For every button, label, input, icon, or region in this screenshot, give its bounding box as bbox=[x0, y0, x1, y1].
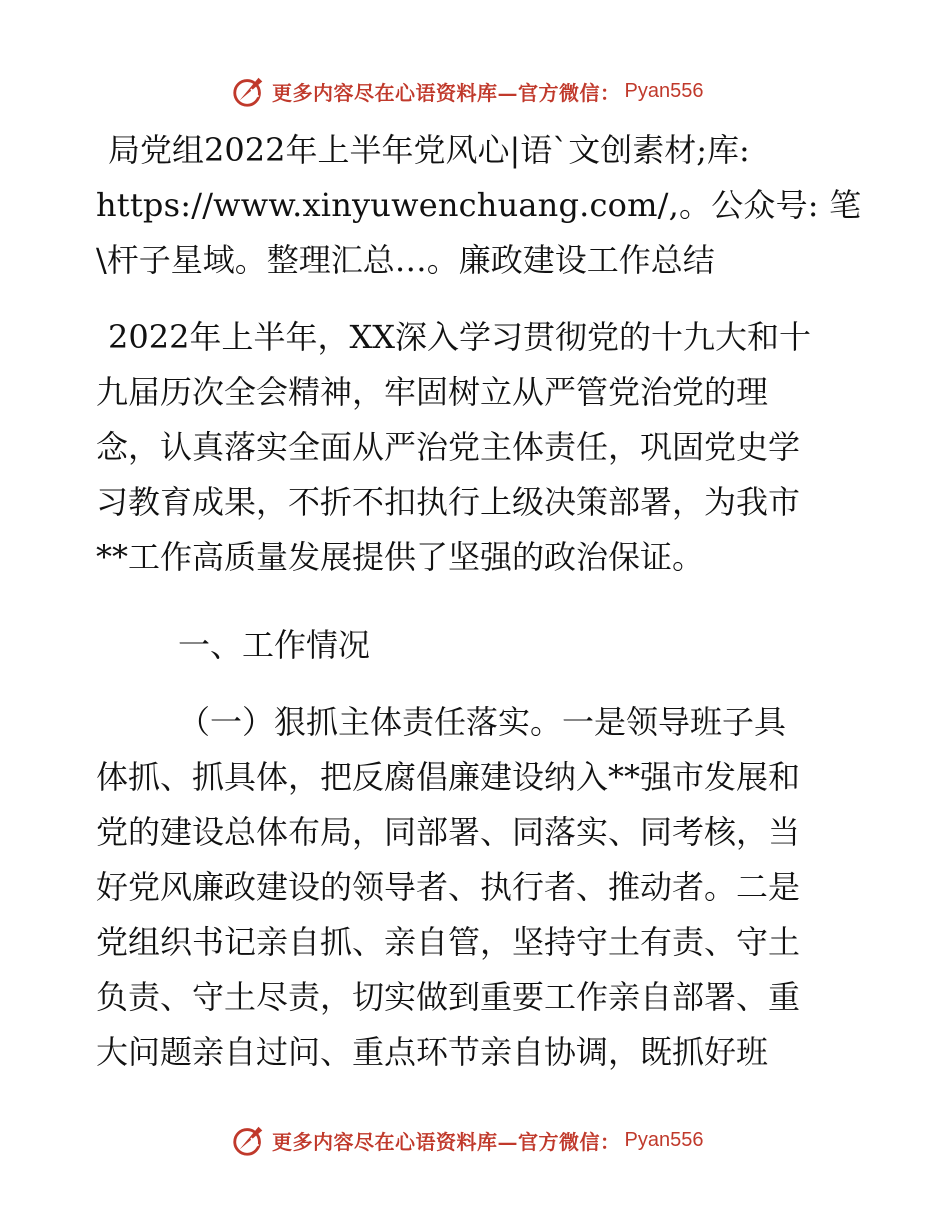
header-banner bbox=[230, 71, 703, 111]
title-line: \杆子星域。整理汇总…。廉政建设工作总结 bbox=[96, 241, 715, 279]
banner-wechat-id: Pyan556 bbox=[624, 79, 704, 102]
section-heading: 一、工作情况 bbox=[178, 626, 371, 664]
paragraph-line: 大问题亲自过问、重点环节亲自协调，既抓好班 bbox=[96, 1033, 769, 1071]
paragraph-line: **工作高质量发展提供了坚强的政治保证。 bbox=[96, 538, 705, 576]
paragraph-line: 好党风廉政建设的领导者、执行者、推动者。二是 bbox=[96, 868, 801, 906]
paragraph-line: 2022年上半年，XX深入学习贯彻党的十九大和十 bbox=[108, 318, 812, 356]
quill-logo-icon bbox=[230, 72, 268, 110]
quill-logo-icon bbox=[230, 1121, 268, 1159]
paragraph-line: 党的建设总体布局，同部署、同落实、同考核，当 bbox=[96, 813, 801, 851]
title-line: https://www.xinyuwenchuang.com/,。公众号: 笔 bbox=[96, 186, 862, 224]
banner-text: 更多内容尽在心语资料库—官方微信： bbox=[272, 1129, 621, 1154]
paragraph-line: 习教育成果，不折不扣执行上级决策部署，为我市 bbox=[96, 483, 801, 521]
paragraph-line: 念，认真落实全面从严治党主体责任，巩固党史学 bbox=[96, 428, 801, 466]
paragraph-line: 体抓、抓具体，把反腐倡廉建设纳入**强市发展和 bbox=[96, 758, 801, 796]
banner-text: 更多内容尽在心语资料库—官方微信： bbox=[272, 80, 621, 105]
banner-wechat-id: Pyan556 bbox=[624, 1128, 704, 1151]
title-line: 局党组2022年上半年党风心|语`文创素材;库: bbox=[108, 131, 750, 169]
paragraph-line: 党组织书记亲自抓、亲自管，坚持守土有责、守土 bbox=[96, 923, 801, 961]
paragraph-line: （一）狠抓主体责任落实。一是领导班子具 bbox=[178, 703, 787, 741]
footer-banner bbox=[230, 1120, 703, 1160]
paragraph-line: 负责、守土尽责，切实做到重要工作亲自部署、重 bbox=[96, 978, 801, 1016]
paragraph-line: 九届历次全会精神，牢固树立从严管党治党的理 bbox=[96, 373, 769, 411]
